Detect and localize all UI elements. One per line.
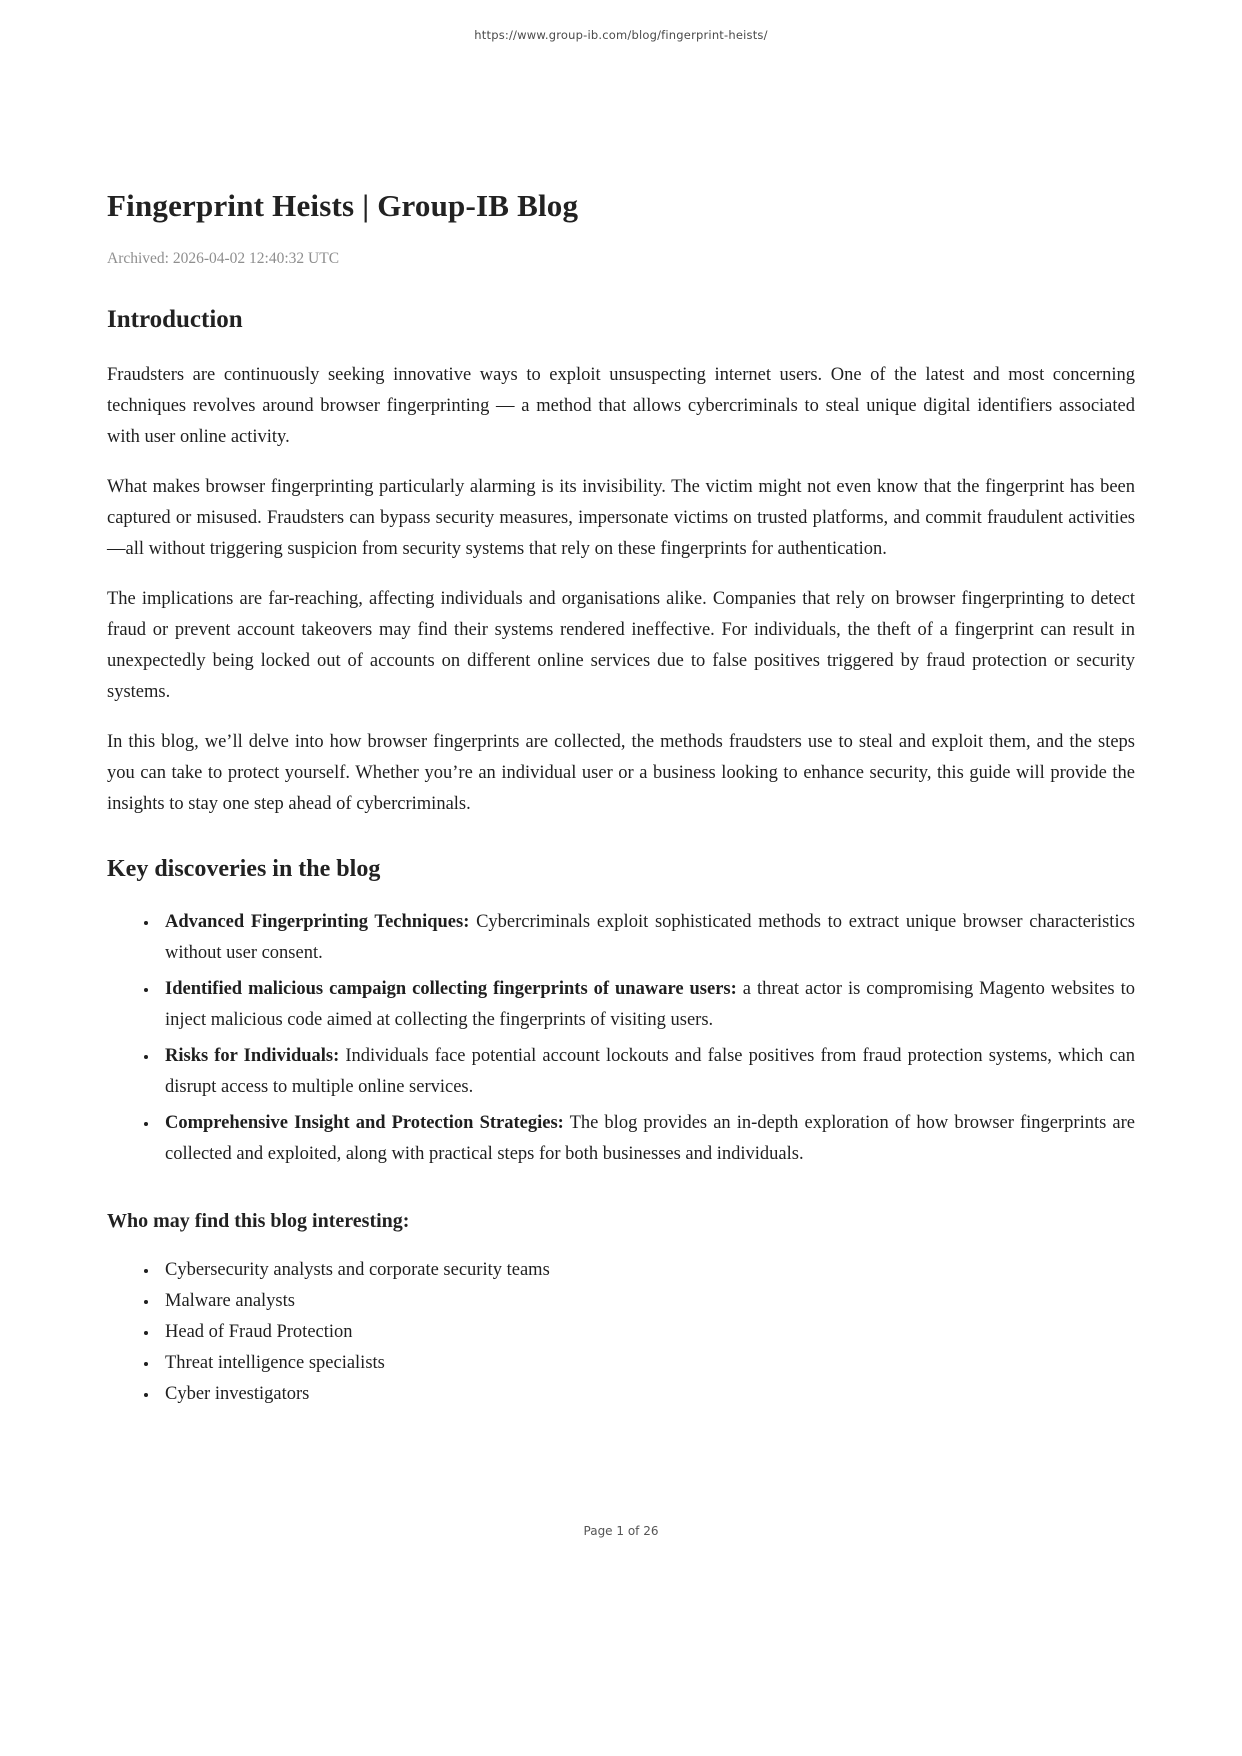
list-item <box>159 907 1135 969</box>
list-item <box>159 1108 1135 1170</box>
archived-timestamp: Archived: 2026-04-02 12:40:32 UTC <box>107 250 340 267</box>
bullet-lead: Identified malicious campaign collecting fingerprints of unaware users: <box>165 979 737 999</box>
bullet-text: Individuals face potential account lockouts and false positives from fraud protection systems, which can disrupt access to multiple online services. <box>165 1046 1135 1097</box>
audience-list <box>107 1255 1135 1410</box>
intro-paragraph: In this blog, we’ll delve into how browser fingerprints are collected, the methods fraudsters use to steal and exploit them, and the steps you can take to protect yourself. Whether you’re an individual user or a business looking to enhance security, this guide will provide the insights to stay one step ahead of cybercriminals. <box>107 732 1135 814</box>
bullet-lead: Risks for Individuals: <box>165 1046 340 1066</box>
list-item: • Head of Fraud Protection <box>159 1317 1135 1348</box>
list-item: • Cybersecurity analysts and corporate security teams <box>159 1255 1135 1286</box>
key-discoveries-list <box>107 907 1135 1170</box>
list-item: • Cyber investigators <box>159 1379 1135 1410</box>
list-item <box>159 1041 1135 1103</box>
page-number: Page 1 of 26 <box>583 1524 659 1538</box>
section-heading-key-discoveries: Key discoveries in the blog <box>107 856 381 882</box>
list-item: • Malware analysts <box>159 1286 1135 1317</box>
page-content <box>107 188 1135 1410</box>
intro-paragraph: The implications are far-reaching, affecting individuals and organisations alike. Companies that rely on browser fingerprinting to detect fraud or prevent account takeovers may find their systems rendered ineffective. For individuals, the theft of a fingerprint can result in unexpectedly being locked out of accounts on different online services due to false positives triggered by fraud protection or security systems. <box>107 589 1135 702</box>
list-item <box>159 974 1135 1036</box>
page-title: Fingerprint Heists | Group-IB Blog <box>107 188 579 223</box>
bullet-lead: Advanced Fingerprinting Techniques: <box>165 912 470 932</box>
bullet-lead: Comprehensive Insight and Protection Strategies: <box>165 1113 564 1133</box>
list-item: • Threat intelligence specialists <box>159 1348 1135 1379</box>
bullet-text: a threat actor is compromising Magento websites to inject malicious code aimed at collecting the fingerprints of visiting users. <box>165 979 1135 1030</box>
page-url: https://www.group-ib.com/blog/fingerprint-heists/ <box>474 28 768 42</box>
intro-paragraph: Fraudsters are continuously seeking innovative ways to exploit unsuspecting internet users. One of the latest and most concerning techniques revolves around browser fingerprinting — a method that allows cybercriminals to steal unique digital identifiers associated with user online activity. <box>107 365 1135 447</box>
section-heading-introduction: Introduction <box>107 306 243 333</box>
bullet-text: Cybercriminals exploit sophisticated methods to extract unique browser characteristics without user consent. <box>165 912 1135 963</box>
bullet-text: The blog provides an in-depth exploration of how browser fingerprints are collected and exploited, along with practical steps for both businesses and individuals. <box>165 1113 1135 1164</box>
intro-paragraph: What makes browser fingerprinting particularly alarming is its invisibility. The victim might not even know that the fingerprint has been captured or misused. Fraudsters can bypass security measures, impersonate victims on trusted platforms, and commit fraudulent activities—all without triggering suspicion from security systems that rely on these fingerprints for authentication. <box>107 477 1135 559</box>
section-heading-audience: Who may find this blog interesting: <box>107 1210 410 1232</box>
